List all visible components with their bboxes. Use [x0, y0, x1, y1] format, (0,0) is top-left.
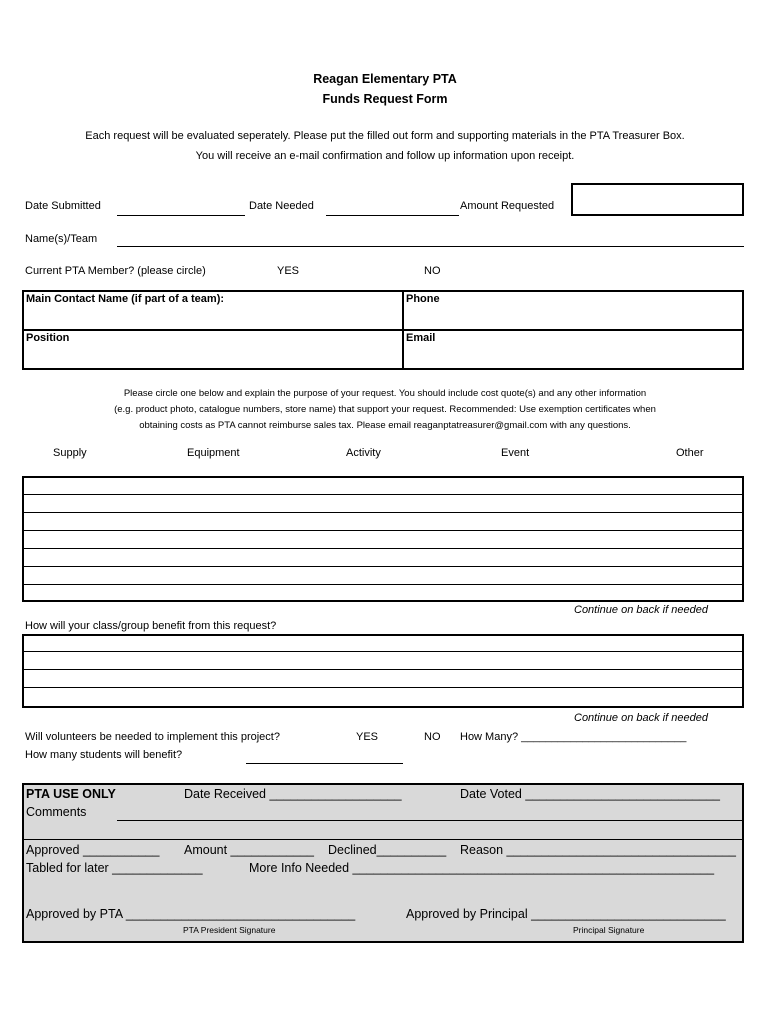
- category-equipment[interactable]: Equipment: [187, 447, 240, 459]
- volunteers-yes-option[interactable]: YES: [356, 731, 379, 743]
- comments-line[interactable]: [117, 820, 744, 821]
- purpose-row-line: [22, 530, 744, 531]
- volunteers-no-option[interactable]: NO: [424, 731, 441, 743]
- form-title-line2: Funds Request Form: [322, 92, 448, 106]
- purpose-row-line: [22, 566, 744, 567]
- email-label: Email: [406, 332, 436, 344]
- purpose-continue-note: Continue on back if needed: [574, 604, 708, 616]
- students-benefit-question: How many students will benefit?: [25, 749, 183, 761]
- benefit-row-line: [22, 687, 744, 688]
- phone-label: Phone: [406, 293, 440, 305]
- intro-line1: Each request will be evaluated seperately. Please put the filled out form and supporting materials in the PTA Treasurer Box.: [85, 130, 685, 142]
- purpose-line1: Please circle one below and explain the purpose of your request. You should include cost quote(s) and any other information: [123, 388, 647, 399]
- form-title-line1: Reagan Elementary PTA: [313, 72, 457, 86]
- benefit-question: How will your class/group benefit from this request?: [25, 620, 277, 632]
- date-needed-label: Date Needed: [249, 200, 314, 212]
- approved-by-principal-field[interactable]: Approved by Principal ____________________________: [406, 907, 726, 921]
- declined-field[interactable]: Declined__________: [328, 843, 447, 857]
- purpose-row-line: [22, 512, 744, 513]
- benefit-explanation-box[interactable]: [22, 634, 744, 708]
- purpose-row-line: [22, 548, 744, 549]
- position-label: Position: [26, 332, 70, 344]
- comments-label: Comments: [26, 805, 87, 819]
- date-voted-field[interactable]: Date Voted ____________________________: [460, 787, 720, 801]
- contact-table-divider: [22, 329, 744, 331]
- president-signature-caption: PTA President Signature: [183, 925, 276, 935]
- purpose-line3: obtaining costs as PTA cannot reimburse sales tax. Please email reaganptatreasurer@gmail.com with any questions.: [139, 420, 631, 431]
- amount-requested-label: Amount Requested: [460, 200, 555, 212]
- benefit-row-line: [22, 651, 744, 652]
- approved-by-pta-field[interactable]: Approved by PTA _________________________________: [26, 907, 356, 921]
- how-many-volunteers[interactable]: How Many? ___________________________: [460, 731, 687, 743]
- date-needed-line[interactable]: [326, 215, 459, 216]
- member-no-option[interactable]: NO: [424, 265, 441, 277]
- current-member-label: Current PTA Member? (please circle): [25, 265, 206, 277]
- benefit-row-line: [22, 669, 744, 670]
- students-benefit-line[interactable]: [246, 763, 403, 764]
- names-team-label: Name(s)/Team: [25, 233, 98, 245]
- principal-signature-caption: Principal Signature: [573, 925, 645, 935]
- amount-requested-box[interactable]: [571, 183, 744, 216]
- date-received-field[interactable]: Date Received ___________________: [184, 787, 402, 801]
- intro-line2: You will receive an e-mail confirmation and follow up information upon receipt.: [195, 150, 575, 162]
- purpose-row-line: [22, 584, 744, 585]
- amount-field[interactable]: Amount ____________: [184, 843, 314, 857]
- date-submitted-line[interactable]: [117, 215, 245, 216]
- category-supply[interactable]: Supply: [53, 447, 87, 459]
- more-info-field[interactable]: More Info Needed ____________________________________________________: [249, 861, 715, 875]
- benefit-continue-note: Continue on back if needed: [574, 712, 708, 724]
- category-event[interactable]: Event: [501, 447, 530, 459]
- category-other[interactable]: Other: [676, 447, 704, 459]
- date-submitted-label: Date Submitted: [25, 200, 101, 212]
- contact-table-vdivider: [402, 290, 404, 370]
- pta-use-only-title: PTA USE ONLY: [26, 787, 116, 801]
- approved-field[interactable]: Approved ___________: [26, 843, 160, 857]
- volunteers-question: Will volunteers be needed to implement this project?: [25, 731, 280, 743]
- category-activity[interactable]: Activity: [346, 447, 381, 459]
- purpose-line2: (e.g. product photo, catalogue numbers, store name) that support your request. Recommended: Use exemption certificates when: [114, 404, 656, 415]
- tabled-field[interactable]: Tabled for later _____________: [26, 861, 203, 875]
- purpose-row-line: [22, 494, 744, 495]
- main-contact-label: Main Contact Name (if part of a team):: [26, 293, 225, 305]
- comments-divider: [22, 839, 744, 840]
- reason-field[interactable]: Reason _________________________________: [460, 843, 736, 857]
- names-team-line[interactable]: [117, 246, 744, 247]
- member-yes-option[interactable]: YES: [277, 265, 300, 277]
